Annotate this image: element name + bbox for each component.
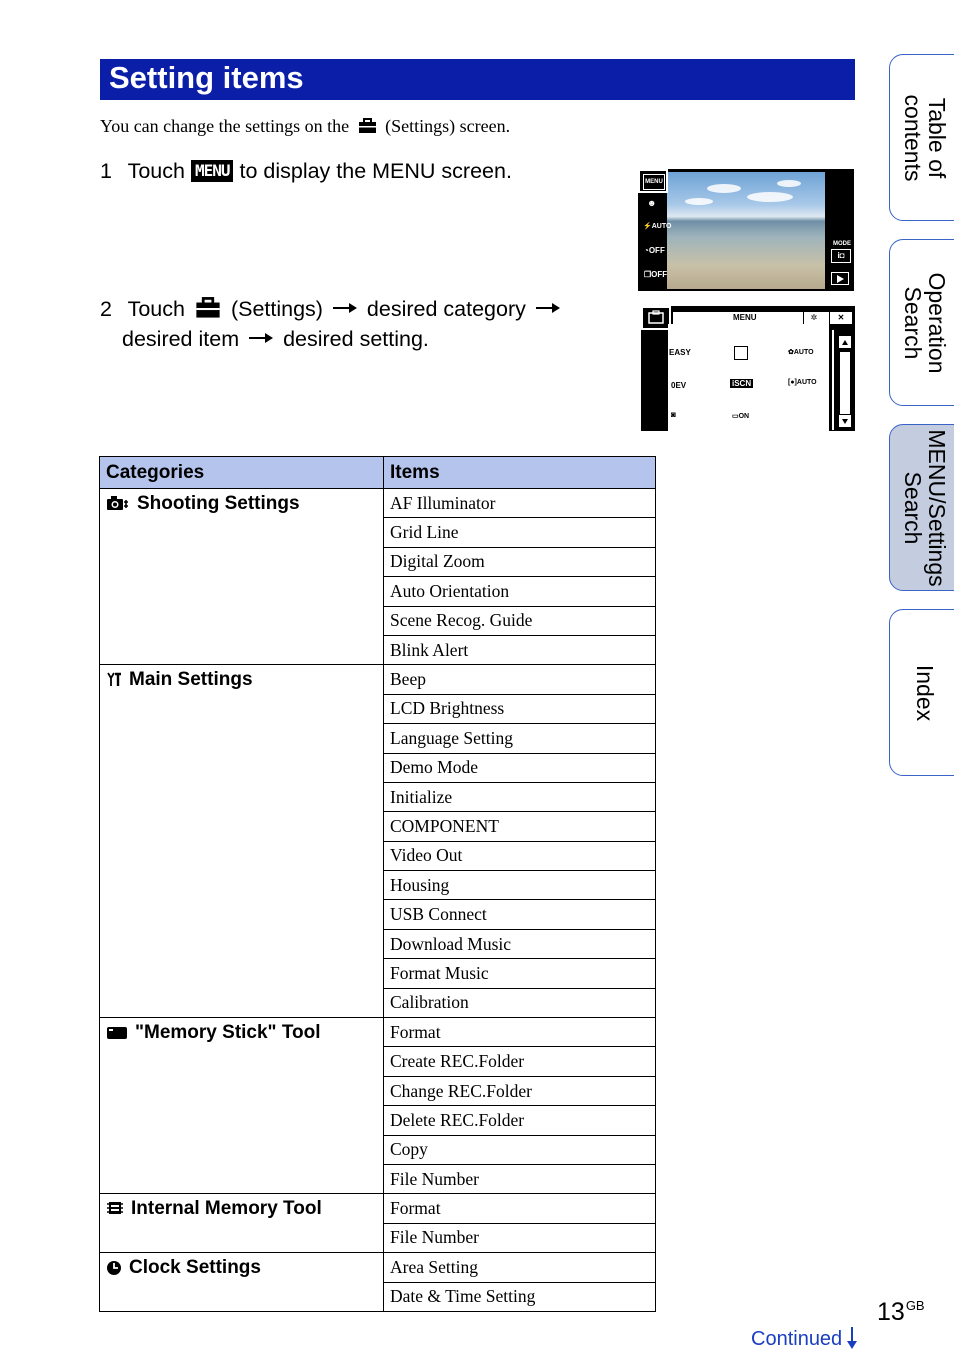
- tab-operation-search[interactable]: [889, 239, 954, 406]
- steady-shot-item[interactable]: ▭ON: [732, 413, 750, 420]
- item-cell: Language Setting: [384, 724, 656, 753]
- item-cell: USB Connect: [384, 900, 656, 929]
- self-timer-off-icon: ◔OFF: [644, 246, 665, 255]
- category-label: Internal Memory Tool: [131, 1198, 322, 1220]
- item-cell: Blink Alert: [384, 635, 656, 664]
- right-arrow-icon: [249, 333, 273, 343]
- page-number-value: 13: [877, 1298, 905, 1326]
- menu-button-icon: MENU: [191, 160, 234, 182]
- item-cell: Initialize: [384, 782, 656, 811]
- category-cell: [100, 1018, 384, 1194]
- tab-menu-settings-search[interactable]: [889, 424, 954, 591]
- tab-label: Index: [912, 664, 938, 721]
- item-cell: Calibration: [384, 988, 656, 1017]
- tab-label: MENU/Settings Search: [900, 428, 950, 587]
- step-text: desired item: [122, 327, 240, 351]
- step-text: Touch: [127, 297, 185, 321]
- step-text: Touch: [127, 159, 185, 183]
- item-cell: Area Setting: [384, 1253, 656, 1282]
- table-row: [100, 1253, 656, 1282]
- step-text: desired setting.: [283, 327, 429, 351]
- menu-button[interactable]: [638, 169, 668, 193]
- menu-title: MENU: [733, 313, 757, 322]
- camera-shooting-screen: [638, 169, 854, 291]
- briefcase-icon: [358, 118, 377, 134]
- item-cell: Beep: [384, 665, 656, 694]
- table-row: [100, 1194, 656, 1223]
- tab-label: Table of contents: [900, 94, 950, 181]
- step-text: (Settings): [230, 297, 323, 321]
- playback-button[interactable]: [831, 272, 849, 285]
- main-settings-icon: [106, 670, 122, 694]
- item-cell: Scene Recog. Guide: [384, 606, 656, 635]
- burst-off-icon: ❐OFF: [644, 270, 668, 279]
- memory-stick-icon: [106, 1025, 128, 1047]
- easy-mode-item[interactable]: EASY: [669, 348, 691, 357]
- continued-link[interactable]: [751, 1327, 858, 1351]
- menu-button-label: MENU: [643, 174, 665, 190]
- item-cell: Housing: [384, 871, 656, 900]
- flash-auto-icon: ⚡AUTO: [643, 223, 672, 230]
- intelligent-auto-icon[interactable]: i◘: [831, 249, 851, 263]
- column-header-categories: Categories: [100, 457, 384, 489]
- page-title-bar: [100, 59, 855, 100]
- item-cell: Create REC.Folder: [384, 1047, 656, 1076]
- scroll-down-button[interactable]: [838, 414, 852, 428]
- menu-header: [672, 311, 853, 325]
- tab-label: Operation Search: [900, 271, 950, 374]
- item-cell: Change REC.Folder: [384, 1076, 656, 1105]
- step-1: [100, 156, 512, 186]
- beach-photo: [667, 172, 825, 289]
- ev-item[interactable]: 0EV: [671, 381, 687, 390]
- intro-text-before: You can change the settings on the: [100, 116, 350, 136]
- scrollbar-track[interactable]: [840, 352, 850, 414]
- right-arrow-icon: [536, 303, 560, 313]
- step-text: desired category: [366, 297, 526, 321]
- page-title: Setting items: [109, 60, 304, 95]
- camera-settings-icon: [106, 494, 130, 518]
- mode-label: MODE: [833, 241, 851, 247]
- item-cell: LCD Brightness: [384, 694, 656, 723]
- table-row: [100, 665, 656, 694]
- gear-icon[interactable]: ✲: [803, 312, 824, 324]
- scroll-divider: [832, 330, 834, 430]
- item-cell: Demo Mode: [384, 753, 656, 782]
- item-cell: Video Out: [384, 841, 656, 870]
- clock-icon: [106, 1260, 122, 1282]
- item-cell: Auto Orientation: [384, 577, 656, 606]
- smile-shutter-item[interactable]: ◙: [671, 410, 676, 419]
- camera-menu-screen: [641, 306, 855, 431]
- continued-label: Continued: [751, 1328, 843, 1350]
- category-label: Main Settings: [129, 669, 253, 691]
- right-arrow-icon: [333, 303, 357, 313]
- iso-auto-item[interactable]: ✿AUTO: [788, 349, 814, 356]
- item-cell: File Number: [384, 1164, 656, 1193]
- briefcase-icon: [643, 308, 669, 328]
- item-cell: Copy: [384, 1135, 656, 1164]
- down-arrow-icon: [846, 1327, 858, 1349]
- item-cell: Format: [384, 1018, 656, 1047]
- item-cell: File Number: [384, 1223, 656, 1252]
- step-2-continued: [122, 324, 429, 354]
- item-cell: Delete REC.Folder: [384, 1106, 656, 1135]
- face-icon: ☻: [647, 198, 657, 208]
- menu-panel: [668, 324, 829, 431]
- page-number-suffix: GB: [905, 1298, 925, 1313]
- settings-table: [99, 456, 656, 1312]
- close-icon[interactable]: ✕: [829, 312, 852, 324]
- tab-index[interactable]: [889, 609, 954, 776]
- tab-table-of-contents[interactable]: [889, 54, 954, 221]
- item-cell: Download Music: [384, 929, 656, 958]
- size-item[interactable]: [734, 346, 748, 360]
- category-label: "Memory Stick" Tool: [135, 1022, 321, 1044]
- category-label: Shooting Settings: [137, 493, 300, 514]
- category-cell: [100, 489, 384, 665]
- settings-button[interactable]: [641, 306, 671, 330]
- scene-item[interactable]: iSCN: [732, 379, 752, 388]
- item-cell: AF Illuminator: [384, 489, 656, 518]
- item-cell: Digital Zoom: [384, 547, 656, 576]
- category-cell: [100, 1194, 384, 1253]
- step-number: 2: [100, 297, 112, 321]
- internal-memory-icon: [106, 1199, 124, 1223]
- focus-auto-item[interactable]: [●]AUTO: [788, 379, 817, 386]
- item-cell: COMPONENT: [384, 812, 656, 841]
- category-cell: [100, 665, 384, 1018]
- category-label: Clock Settings: [129, 1257, 261, 1279]
- column-header-items: Items: [384, 457, 656, 489]
- page-number: [877, 1290, 925, 1328]
- item-cell: Format: [384, 1194, 656, 1223]
- step-2: [100, 294, 564, 351]
- item-cell: Grid Line: [384, 518, 656, 547]
- briefcase-icon: [195, 297, 221, 319]
- intro-text: [100, 115, 510, 137]
- item-cell: Date & Time Setting: [384, 1282, 656, 1311]
- table-row: [100, 1018, 656, 1047]
- step-text: to display the MENU screen.: [239, 159, 512, 183]
- category-cell: [100, 1253, 384, 1312]
- scroll-up-button[interactable]: [838, 335, 852, 349]
- step-number: 1: [100, 159, 112, 183]
- intro-text-after: (Settings) screen.: [385, 116, 511, 136]
- table-header-row: [100, 457, 656, 489]
- table-row: [100, 489, 656, 518]
- item-cell: Format Music: [384, 959, 656, 988]
